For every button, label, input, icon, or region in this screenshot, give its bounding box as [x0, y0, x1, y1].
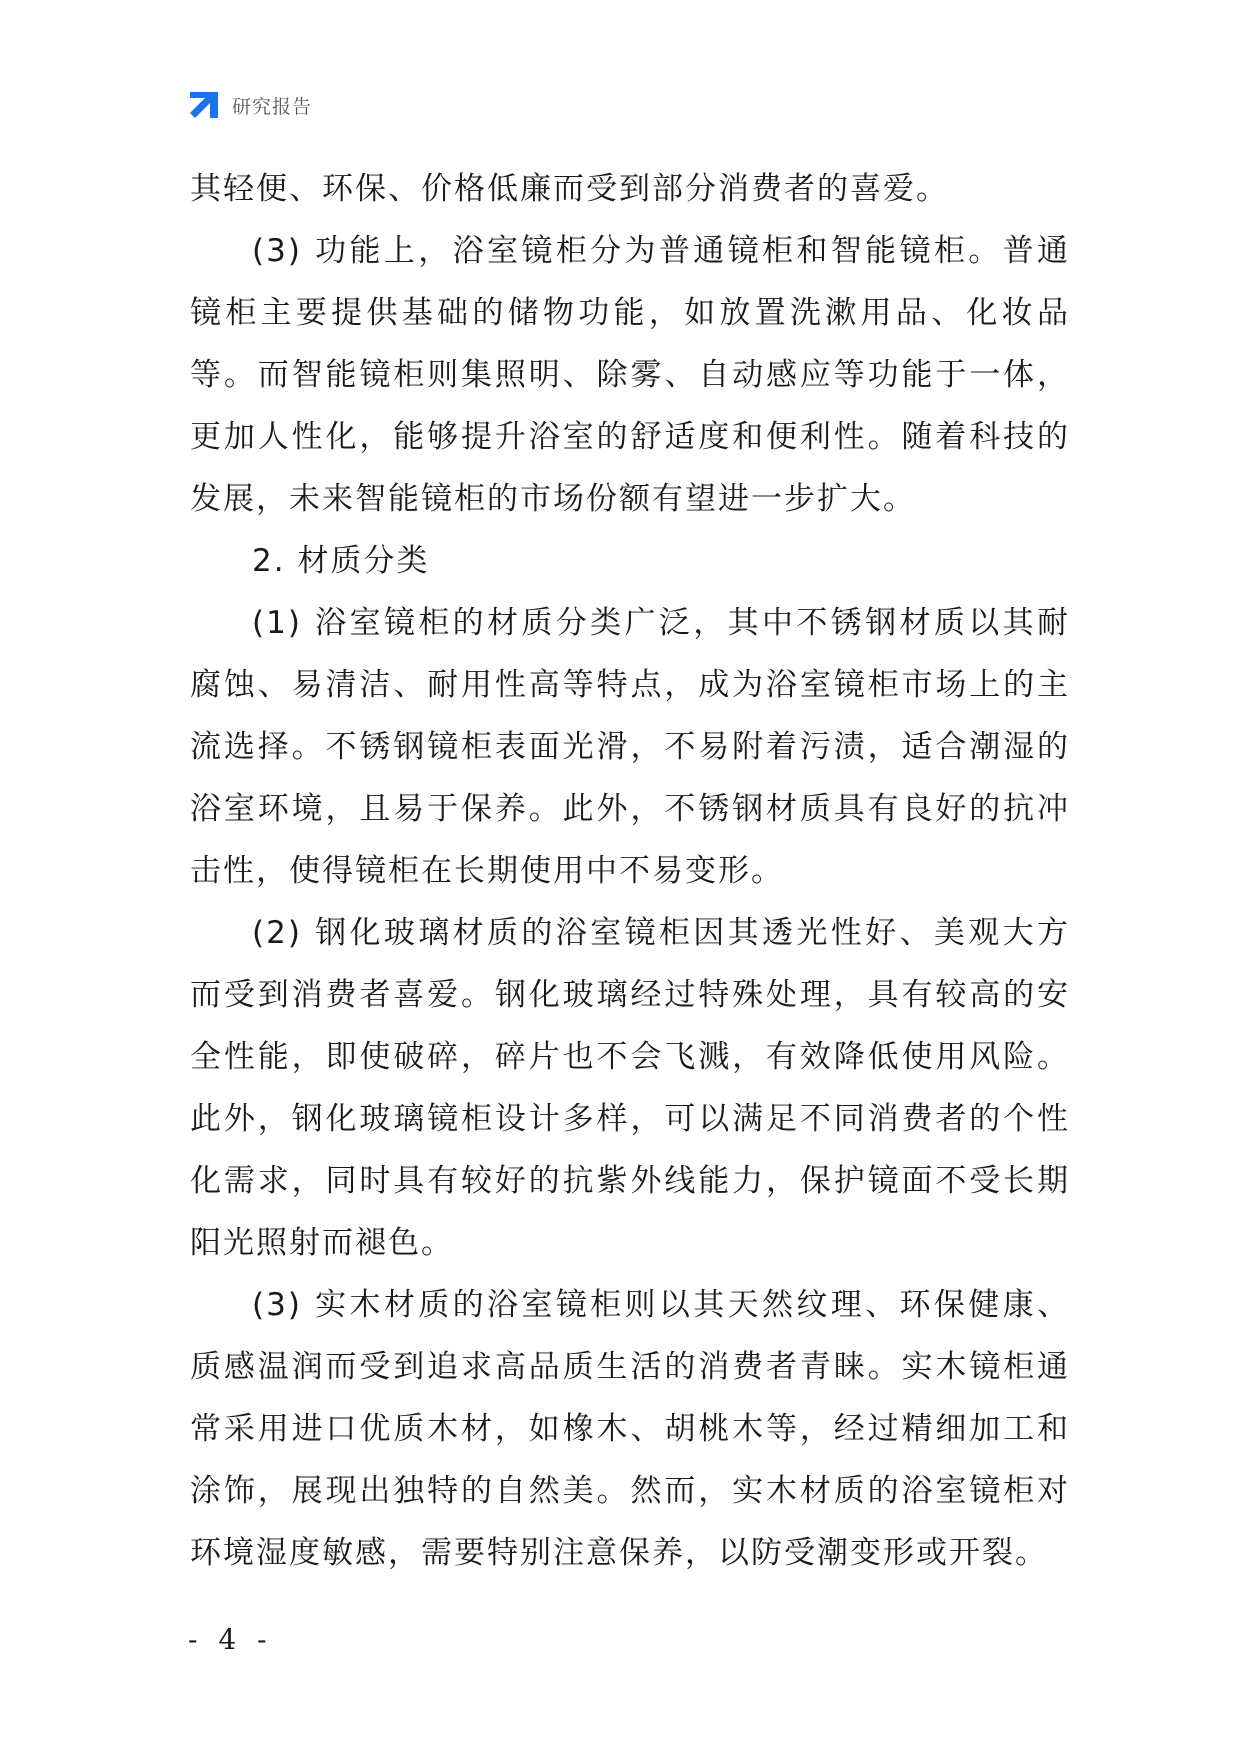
document-body [190, 158, 1070, 1584]
section-heading-material: 2. 材质分类 [252, 543, 430, 579]
paragraph-continuation: 其轻便、环保、价格低廉而受到部分消费者的喜爱。 [190, 171, 949, 207]
page-number: - 4 - [188, 1623, 273, 1656]
paragraph-tempered-glass: (2) 钢化玻璃材质的浴室镜柜因其透光性好、美观大方而受到消费者喜爱。钢化玻璃经过特殊处理，具有较高的安全性能，即使破碎，碎片也不会飞溅，有效降低使用风险。此外，钢化玻璃镜柜设计多样，可以满足不同消费者的个性化需求，同时具有较好的抗紫外线能力，保护镜面不受长期阳光照射而褪色。 [190, 915, 1070, 1261]
header-title: 研究报告 [232, 95, 313, 118]
paragraph-solid-wood: (3) 实木材质的浴室镜柜则以其天然纹理、环保健康、质感温润而受到追求高品质生活的消费者青睐。实木镜柜通常采用进口优质木材，如橡木、胡桃木等，经过精细加工和涂饰，展现出独特的自然美。然而，实木材质的浴室镜柜对环境湿度敏感，需要特别注意保养，以防受潮变形或开裂。 [190, 1287, 1070, 1571]
paragraph-stainless-steel: (1) 浴室镜柜的材质分类广泛，其中不锈钢材质以其耐腐蚀、易清洁、耐用性高等特点，成为浴室镜柜市场上的主流选择。不锈钢镜柜表面光滑，不易附着污渍，适合潮湿的浴室环境，且易于保养。此外，不锈钢材质具有良好的抗冲击性，使得镜柜在长期使用中不易变形。 [190, 605, 1070, 889]
paragraph-function-types: (3) 功能上，浴室镜柜分为普通镜柜和智能镜柜。普通镜柜主要提供基础的储物功能，如放置洗漱用品、化妆品等。而智能镜柜则集照明、除雾、自动感应等功能于一体，更加人性化，能够提升浴室的舒适度和便利性。随着科技的发展，未来智能镜柜的市场份额有望进一步扩大。 [190, 233, 1070, 517]
report-header [188, 88, 312, 122]
report-logo-icon [188, 88, 222, 122]
